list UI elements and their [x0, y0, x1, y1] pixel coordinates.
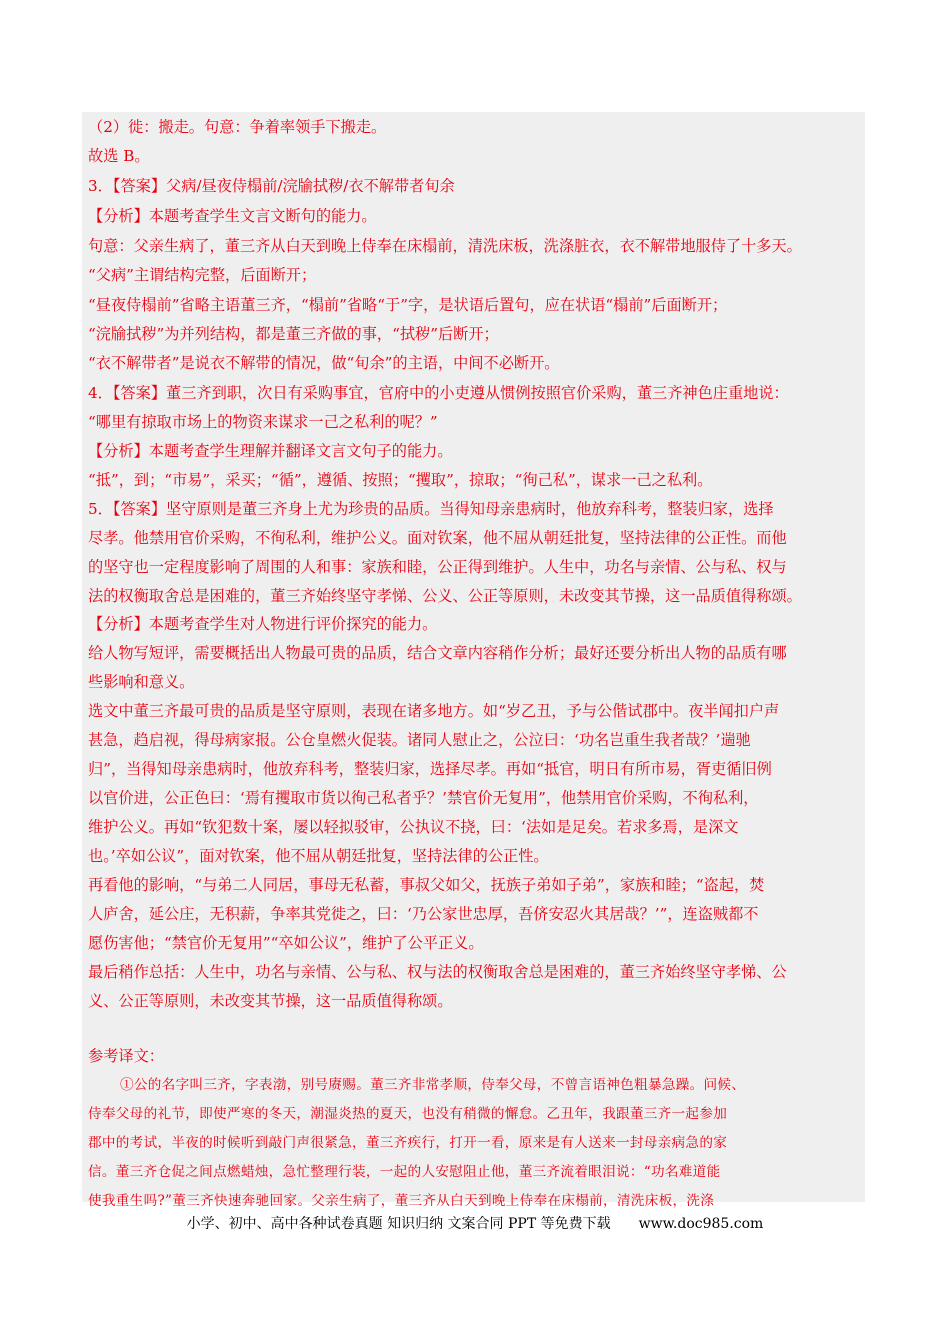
translation-line: ①公的名字叫三齐，字表渤，别号赓赐。董三齐非常孝顺，侍奉父母，不曾言语神色粗暴急躁。问候、 [120, 1077, 746, 1093]
answer-line: 5．【答案】坚守原则是董三齐身上尤为珍贵的品质。当得知母亲患病时，他放弃科考，整装归家，选择 [88, 500, 774, 518]
translation-line: 信。董三齐仓促之间点燃蜡烛，急忙整理行装，一起的人安慰阻止他，董三齐流着眼泪说：“功名难道能 [88, 1164, 721, 1180]
answer-line: “昼夜侍榻前”省略主语董三齐，“榻前”省略“于”字，是状语后置句，应在状语“榻前”后面断开； [88, 296, 728, 314]
answer-line: 也。’卒如公议”，面对钦案，他不屈从朝廷批复，坚持法律的公正性。 [88, 847, 549, 865]
answer-line: 以官价进，公正色曰：‘焉有攫取市货以徇己私者乎？’禁官价无复用”，他禁用官价采购，不徇私利， [88, 789, 759, 807]
answer-line: 4．【答案】董三齐到职，次日有采购事宜，官府中的小吏遵从惯例按照官价采购，董三齐神色庄重地说： [88, 384, 789, 402]
answer-line: “抵”，到；“市易”，采买；“循”，遵循、按照；“攫取”，掠取；“徇己私”，谋求一己之私利。 [88, 471, 713, 489]
answer-line: 归”，当得知母亲患病时，他放弃科考，整装归家，选择尽孝。再如“抵官，明日有所市易，胥吏循旧例 [88, 760, 772, 778]
answer-line: 些影响和意义。 [88, 673, 195, 691]
answer-line: 句意：父亲生病了，董三齐从白天到晚上侍奉在床榻前，清洗床板，洗涤脏衣，衣不解带地服侍了十多天。 [88, 237, 802, 255]
answer-line: 【分析】本题考查学生文言文断句的能力。 [88, 207, 377, 225]
answer-line: “父病”主谓结构完整，后面断开； [88, 266, 317, 284]
translation-line: 侍奉父母的礼节，即使严寒的冬天，潮湿炎热的夏天，也没有稍微的懈怠。乙丑年，我跟董三齐一起参加 [88, 1106, 728, 1122]
answer-line: 甚急，趋启视，得母病家报。公仓皇燃火促装。诸同人慰止之，公泣曰：‘功名岂重生我者哉？’遄驰 [88, 731, 751, 749]
answer-line: 【分析】本题考查学生理解并翻译文言文句子的能力。 [88, 442, 453, 460]
answer-line: 维护公义。再如“钦犯数十案，屡以轻拟驳审，公执议不挠，曰：‘法如是足矣。若求多焉，是深文 [88, 818, 739, 836]
footer-url[interactable]: www.doc985.com [638, 1216, 764, 1232]
answer-line: “衣不解带者”是说衣不解带的情况，做“旬余”的主语，中间不必断开。 [88, 354, 560, 372]
answer-line: 人庐舍，延公庄，无积薪，争率其党徙之，曰：‘乃公家世忠厚，吾侪安忍火其居哉？’”，连盗贼都不 [88, 905, 759, 923]
answer-line: 愿伤害他；“禁官价无复用”“卒如公议”，维护了公平正义。 [88, 934, 484, 952]
answer-line: （2）徙：搬走。句意：争着率领手下搬走。 [88, 118, 387, 136]
answer-line: 选文中董三齐最可贵的品质是坚守原则，表现在诸多地方。如“岁乙丑，予与公偕试郡中。夜半闻扣户声 [88, 702, 780, 720]
translation-line: 使我重生吗?”董三齐快速奔驰回家。父亲生病了，董三齐从白天到晚上侍奉在床榻前，清洗床板，洗涤 [88, 1193, 715, 1209]
answer-line: 【分析】本题考查学生对人物进行评价探究的能力。 [88, 615, 438, 633]
answer-line: 义、公正等原则，未改变其节操，这一品质值得称颂。 [88, 992, 453, 1010]
answer-line: 法的权衡取舍总是困难的，董三齐始终坚守孝悌、公义、公正等原则，未改变其节操，这一品质值得称颂。 [88, 587, 802, 605]
answer-line: 故选 B。 [88, 147, 150, 165]
answer-line: 参考译文： [88, 1047, 164, 1065]
answer-line: 3．【答案】父病/昼夜侍榻前/浣牏拭秽/衣不解带者旬余 [88, 177, 455, 195]
answer-line: “哪里有掠取市场上的物资来谋求一己之私利的呢？” [88, 413, 438, 431]
translation-line: 郡中的考试，半夜的时候听到敲门声很紧急，董三齐疾行，打开一看，原来是有人送来一封母亲病急的家 [88, 1135, 728, 1151]
footer-text: 小学、初中、高中各种试卷真题 知识归纳 文案合同 PPT 等免费下载 [186, 1216, 611, 1232]
answer-line: 给人物写短评，需要概括出人物最可贵的品质，结合文章内容稍作分析；最好还要分析出人物的品质有哪 [88, 644, 787, 662]
answer-line: 的坚守也一定程度影响了周围的人和事：家族和睦，公正得到维护。人生中，功名与亲情、公与私、权与 [88, 558, 787, 576]
answer-line: “浣牏拭秽”为并列结构，都是董三齐做的事，“拭秽”后断开； [88, 325, 499, 343]
answer-line: 尽孝。他禁用官价采购，不徇私利，维护公义。面对钦案，他不屈从朝廷批复，坚持法律的公正性。而他 [88, 529, 787, 547]
answer-line: 再看他的影响，“与弟二人同居，事母无私蓄，事叔父如父，抚族子弟如子弟”，家族和睦；“盗起，焚 [88, 876, 765, 894]
page-footer [0, 1213, 950, 1233]
answer-line: 最后稍作总括：人生中，功名与亲情、公与私、权与法的权衡取舍总是困难的，董三齐始终坚守孝悌、公 [88, 963, 787, 981]
